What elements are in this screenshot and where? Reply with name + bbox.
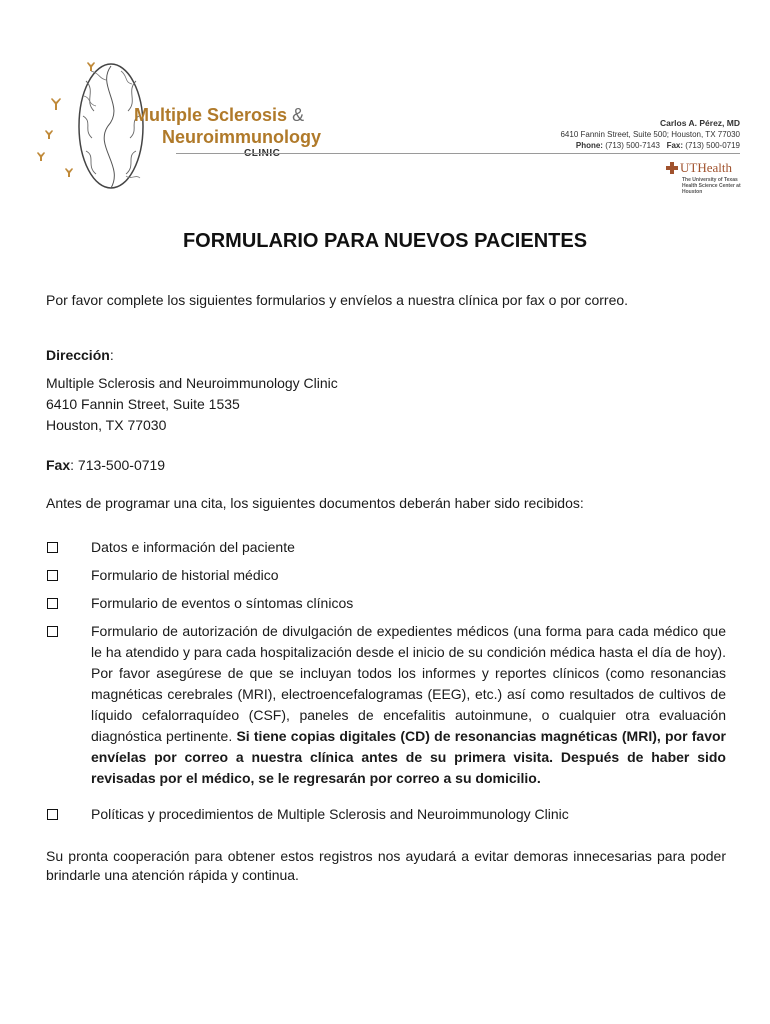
fax-line-label: Fax [46,457,71,473]
uthealth-subtitle [682,177,746,195]
fax-line [46,455,726,476]
uthealth-sub2: Health Science Center at Houston [682,183,741,195]
phone-number: (713) 500-7143 [605,141,660,150]
brand-ampersand: & [292,105,305,125]
doctor-name: Carlos A. Pérez, MD [660,118,740,128]
checkbox-clinical-events[interactable] [47,598,58,609]
clinic-address: 6410 Fannin Street, Suite 500; Houston, TX 77030 [560,130,740,139]
page-title: FORMULARIO PARA NUEVOS PACIENTES [182,230,588,252]
brand-line1: Multiple Sclerosis [134,105,288,125]
uthealth-logo [666,160,746,195]
checkbox-medical-history[interactable] [47,570,58,581]
uthealth-name: UTHealth [680,160,732,175]
contact-block [560,118,740,151]
address-line2: 6410 Fannin Street, Suite 1535 [46,396,240,412]
header-divider [176,153,740,154]
intro-text: Por favor complete los siguientes formularios y envíelos a nuestra clínica por fax o por correo. [46,292,629,308]
fax-number: (713) 500-0719 [685,141,740,150]
fax-line-value: : 713-500-0719 [70,457,166,473]
checklist-item-policies: Políticas y procedimientos de Multiple Sclerosis and Neuroimmunology Clinic [91,806,569,822]
address-colon: : [109,347,114,363]
checklist-item-medical-history: Formulario de historial médico [91,567,279,583]
address-line1: Multiple Sclerosis and Neuroimmunology Clinic [46,375,338,391]
address-line3: Houston, TX 77030 [46,417,167,433]
checklist-item-clinical-events: Formulario de eventos o síntomas clínicos [91,595,354,611]
clinic-brand [134,104,321,160]
uthealth-mark-icon [666,162,678,174]
brand-line2: Neuroimmunology [162,127,322,147]
records-release-text: Formulario de autorización de divulgación de expedientes médicos (una forma para cada médico que le ha atendido y para cada hospitalización desde el inicio de su condición médica hasta el día de hoy). Por favor asegúrese de que se incluyan todos los informes y reportes clínicos (como resonancias magnéticas cerebrales (MRI), electroencefalogramas (EEG), etc.) así como resultados de cultivos de líquido cefalorraquídeo (CSF), paneles de encefalitis autoinmune, o cualquier otra evaluación diagnóstica pertinente. [91,623,726,744]
phone-fax-line [560,140,740,151]
brand-line3 [244,148,321,160]
checklist-item-records-release [91,621,726,789]
phone-label: Phone: [575,141,603,150]
requirement-intro: Antes de programar una cita, los siguientes documentos deberán haber sido recibidos: [46,495,584,511]
closing-text: Su pronta cooperación para obtener estos registros nos ayudará a evitar demoras innecesarias para poder brindarle una atención rápida y continua. [46,848,726,883]
checkbox-patient-data[interactable] [47,542,58,553]
records-release-bold-note: Si tiene copias digitales (CD) de resonancias magnéticas (MRI), por favor envíelas por correo a nuestra clínica antes de su primera visita. Después de haber sido revisadas por el médico, se le regresarán por correo a su domicilio. [91,728,727,786]
address-label: Dirección [46,347,110,363]
uthealth-sub1: The University of Texas [682,177,738,183]
address-heading [46,345,726,366]
checklist-item-patient-data: Datos e información del paciente [91,539,295,555]
checkbox-records-release[interactable] [47,626,58,637]
checkbox-policies[interactable] [47,809,58,820]
fax-label: Fax: [666,141,684,150]
